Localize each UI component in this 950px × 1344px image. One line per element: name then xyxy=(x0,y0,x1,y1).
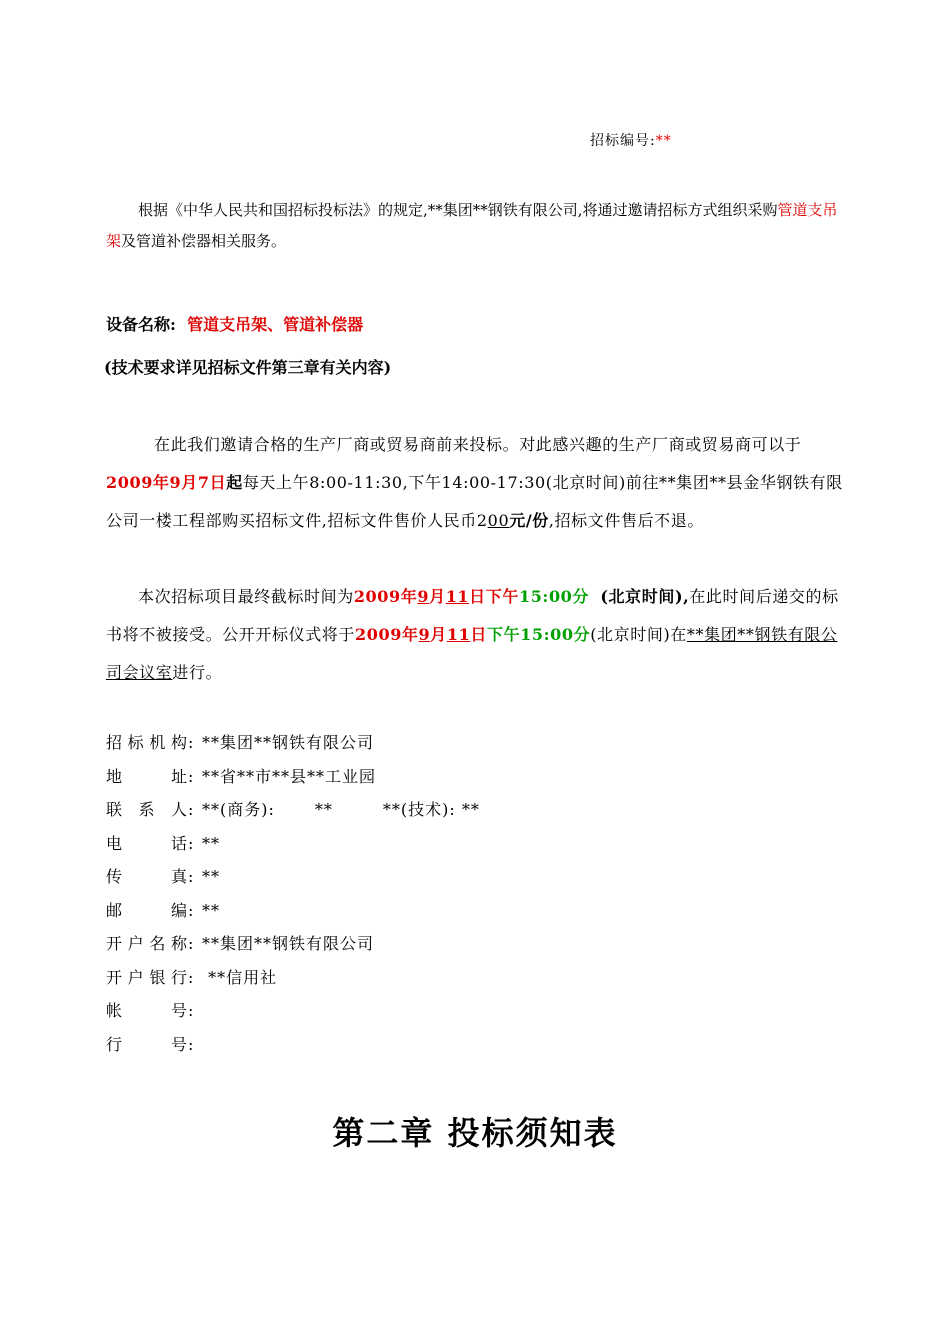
agency-value: **集团**钢铁有限公司 xyxy=(202,733,375,752)
info-row-bank-no: 行号: xyxy=(106,1028,480,1062)
bank-value: **信用社 xyxy=(202,967,278,987)
fax-label: 传真 xyxy=(106,867,188,886)
opening-month: 月 xyxy=(430,625,447,644)
info-row-address: 地址: **省**市**县**工业园 xyxy=(106,760,480,794)
opening-pm: 下午 xyxy=(486,625,521,644)
intro-paragraph xyxy=(106,195,846,257)
opening-time: 15:00分 xyxy=(520,625,591,644)
contact-label: 联系人 xyxy=(106,800,188,819)
info-row-account-name: 开户名称: **集团**钢铁有限公司 xyxy=(106,927,480,961)
phone-label: 电话 xyxy=(106,833,188,853)
deadline-text-2: 在此时间后递交的标书将不被接受。公开开标仪式将于 xyxy=(106,587,839,644)
opening-year: 2009年 xyxy=(355,625,419,644)
postcode-label: 邮编 xyxy=(106,900,188,920)
deadline-beijing-time: (北京时间), xyxy=(600,587,690,606)
purchase-start-date: 2009年9月7日 xyxy=(106,473,227,492)
chapter-title: 第二章 投标须知表 xyxy=(332,1114,618,1152)
deadline-text: 本次招标项目最终截标时间为 xyxy=(138,587,354,606)
tech-requirement-note: (技术要求详见招标文件第三章有关内容) xyxy=(104,358,392,377)
deadline-month: 月 xyxy=(429,587,446,606)
price-digits: 00 xyxy=(487,511,510,530)
deadline-text-3: (北京时间)在 xyxy=(590,625,687,644)
deadline-day: 日下午 xyxy=(469,587,519,606)
intro-text: 根据《中华人民共和国招标投标法》的规定,**集团**钢铁有限公司,将通过邀请招标方式组织采购 xyxy=(138,201,778,219)
price-unit: 元/份 xyxy=(509,511,549,530)
info-row-postcode: 邮编: ** xyxy=(106,894,480,928)
phone-value: ** xyxy=(202,833,220,853)
price-digit: 2 xyxy=(476,511,488,530)
opening-month-num: 9 xyxy=(418,625,431,644)
account-name-label: 开户名称 xyxy=(106,934,188,953)
equipment-label: 设备名称: xyxy=(106,315,176,334)
account-no-label: 帐号 xyxy=(106,1001,188,1020)
opening-place: **集团**钢铁有限公司会议室 xyxy=(106,625,838,682)
invitation-paragraph xyxy=(106,426,846,540)
bank-no-label: 行号 xyxy=(106,1034,188,1054)
deadline-text-4: 进行。 xyxy=(172,663,223,682)
postcode-value: ** xyxy=(202,900,220,920)
contact-business-name: ** xyxy=(314,800,333,819)
invite-text: 在此我们邀请合格的生产厂商或贸易商前来投标。对此感兴趣的生产厂商或贸易商可以于 xyxy=(154,435,802,454)
bid-number-label: 招标编号: xyxy=(590,133,656,149)
info-row-contact: 联系人: **(商务): ** **(技术): ** xyxy=(106,793,480,827)
bid-number xyxy=(590,130,672,150)
intro-text-end: 及管道补偿器相关服务。 xyxy=(121,232,287,250)
info-row-fax: 传真: ** xyxy=(106,860,480,894)
opening-day-num: 11 xyxy=(446,625,471,644)
account-name-value: **集团**钢铁有限公司 xyxy=(202,934,375,953)
invite-text-2: 每天上午8:00-11:30,下午14:00-17:30(北京时间)前往**集团**县金华钢铁有限公司一楼工程部购买招标文件,招标文件售价人民币 xyxy=(106,473,843,530)
deadline-year: 2009年 xyxy=(353,587,418,606)
fax-value: ** xyxy=(202,867,220,886)
opening-day: 日 xyxy=(470,625,487,644)
contact-info-block xyxy=(106,726,480,1061)
address-label: 地址 xyxy=(106,766,188,786)
info-row-agency: 招标机构: **集团**钢铁有限公司 xyxy=(106,726,480,760)
agency-label: 招标机构 xyxy=(106,733,188,752)
address-value: **省**市**县**工业园 xyxy=(202,766,377,786)
deadline-day-num: 11 xyxy=(445,587,470,606)
deadline-paragraph xyxy=(106,578,846,692)
contact-tech-name: ** xyxy=(461,800,480,819)
contact-business: **(商务): xyxy=(202,800,275,819)
invite-text-3: ,招标文件售后不退。 xyxy=(548,511,704,530)
intro-highlight: 管道支吊架 xyxy=(106,201,838,250)
deadline-month-num: 9 xyxy=(417,587,430,606)
equipment-line xyxy=(106,312,363,335)
purchase-start-qi: 起 xyxy=(226,473,243,492)
contact-tech: **(技术): xyxy=(382,800,456,819)
equipment-value: 管道支吊架、管道补偿器 xyxy=(187,315,364,334)
deadline-time: 15:00分 xyxy=(518,587,590,606)
bid-number-value: ** xyxy=(655,133,672,149)
info-row-phone: 电话: ** xyxy=(106,827,480,861)
info-row-account-no: 帐号: xyxy=(106,994,480,1028)
bank-label: 开户银行 xyxy=(106,967,188,987)
info-row-bank: 开户银行: **信用社 xyxy=(106,961,480,995)
